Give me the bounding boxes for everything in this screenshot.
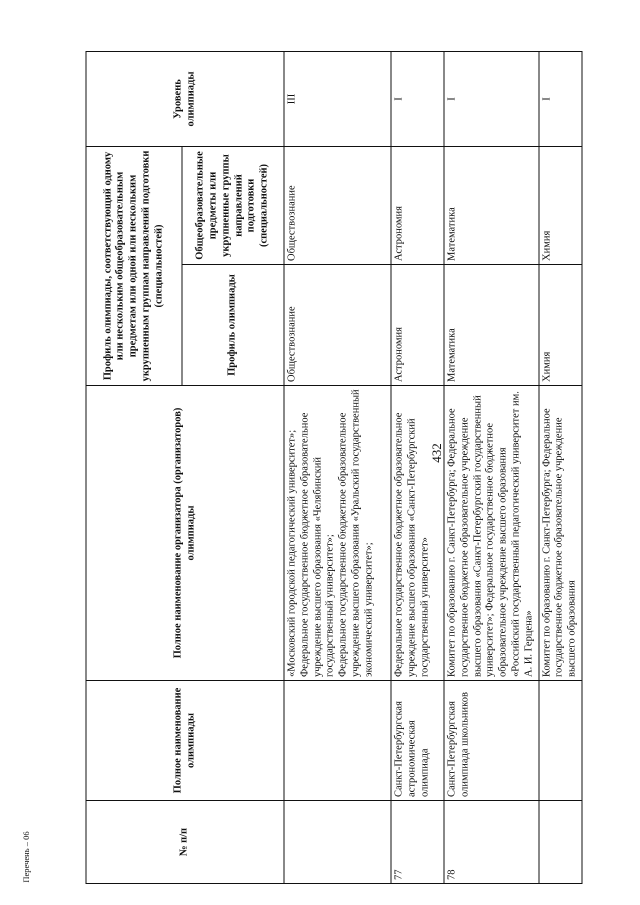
row-subjects: Математика bbox=[444, 147, 539, 265]
row-organizer bbox=[444, 386, 539, 681]
footer-note: Перечень – 06 bbox=[21, 831, 31, 883]
organizer-line: Федеральное государственное бюджетное образовательное учреждение высшего образования «Санкт-Петербургский государственный университет» bbox=[393, 412, 431, 677]
row-name: Санкт-Петербургская олимпиада школьников bbox=[444, 681, 539, 801]
row-organizer bbox=[391, 386, 444, 681]
olympiad-table-rotated bbox=[86, 52, 578, 884]
table-row bbox=[539, 52, 582, 884]
row-profile: Химия bbox=[539, 265, 582, 386]
row-profile: Обществознание bbox=[284, 265, 391, 386]
row-num: 77 bbox=[391, 801, 444, 884]
header-subjects: Общеобразовательные предметы или укрупненные группы направлений подготовки (специальностей) bbox=[182, 147, 284, 265]
row-level: I bbox=[444, 52, 539, 147]
organizer-line: Комитет по образованию г. Санкт-Петербурга; Федеральное государственное бюджетное образовательное учреждение высшего образования «Санкт-Петербургский государственный университет»; Федеральное государственное бюджетное образовательное учреждение высшего образования «Российский государственный педагогический университет им. А. И. Герцена» bbox=[446, 391, 535, 677]
row-profile: Астрономия bbox=[391, 265, 444, 386]
organizer-line: Федеральное государственное бюджетное образовательное учреждение высшего образования «Уральский государственный экономический университет»; bbox=[337, 389, 375, 677]
page-number: 432 bbox=[429, 443, 444, 463]
header-name: Полное наименование олимпиады bbox=[86, 681, 284, 801]
row-num bbox=[284, 801, 391, 884]
row-num: 78 bbox=[444, 801, 539, 884]
row-organizer bbox=[539, 386, 582, 681]
table-row bbox=[391, 52, 444, 884]
header-profile-group: Профиль олимпиады, соответствующий одному или нескольким общеобразовательным предметам или одной или нескольким укрупненным группам направлений подготовки (специальностей) bbox=[86, 147, 182, 386]
organizer-line: «Московский городской педагогический университет»; bbox=[286, 429, 298, 677]
row-num bbox=[539, 801, 582, 884]
row-name bbox=[284, 681, 391, 801]
row-name: Санкт-Петербургская астрономическая олимпиада bbox=[391, 681, 444, 801]
row-profile: Математика bbox=[444, 265, 539, 386]
header-num: № п/п bbox=[86, 801, 284, 884]
row-subjects: Химия bbox=[539, 147, 582, 265]
row-level: I bbox=[391, 52, 444, 147]
row-level: I bbox=[539, 52, 582, 147]
row-subjects: Астрономия bbox=[391, 147, 444, 265]
organizer-line: Комитет по образованию г. Санкт-Петербурга; Федеральное государственное бюджетное образовательное учреждение высшего образования bbox=[541, 408, 578, 677]
header-organizer: Полное наименование организатора (организаторов) олимпиады bbox=[86, 386, 284, 681]
header-profile: Профиль олимпиады bbox=[182, 265, 284, 386]
olympiad-table bbox=[86, 51, 583, 884]
header-level: Уровень олимпиады bbox=[86, 52, 284, 147]
row-level: III bbox=[284, 52, 391, 147]
table-row bbox=[444, 52, 539, 884]
organizer-line: Федеральное государственное бюджетное образовательное учреждение высшего образования «Челябинский государственный университет»; bbox=[299, 412, 336, 677]
row-name bbox=[539, 681, 582, 801]
row-organizer bbox=[284, 386, 391, 681]
table-row bbox=[284, 52, 391, 884]
row-subjects: Обществознание bbox=[284, 147, 391, 265]
